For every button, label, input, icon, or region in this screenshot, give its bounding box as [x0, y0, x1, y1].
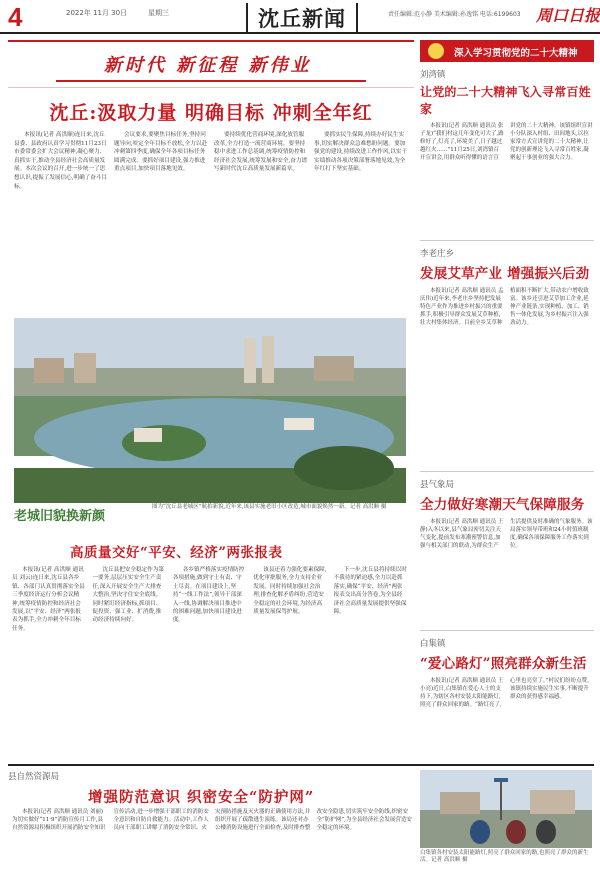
divider [420, 630, 594, 631]
photo-caption: 图为“沈丘县老城区”航拍新貌,近年来,该县实施老旧小区改造,城市面貌焕然一新。记者 高洪顺 摄 [152, 504, 387, 510]
article-body: 本报讯(记者 高洪顺 通讯员 孟庆伟)近年来,李老庄乡坚持把发展特色产业作为推进乡村振兴的重要抓手,积极引导群众发展艾草种植,壮大村集体经济。目前全乡艾草种植面积不断扩大,带动农户增收致富。该乡还引进艾草加工企业,延伸产业链条,实现种植、加工、销售一体化发展,为乡村振兴注入强劲动力。 [420, 288, 589, 327]
bottom-article [8, 764, 594, 879]
town-photo-illustration [14, 318, 406, 503]
lead-column: 会议要求,要聚焦目标任务,坚持问题导向,咬定全年目标不放松,全力以赴冲刺第四季度,确保全年各项目标任务圆满完成。要抓好项目建设,强力推进重点项目,加快项目落地见效。 [114, 132, 208, 173]
article-body: 本报讯(记者 高洪顺 通讯员 王静)入冬以来,县气象局密切关注天气变化,提前发布寒潮预警信息,加强与相关部门的联动,为群众生产生活提供及时准确的气象服务。该局落实领导带班和24小时值班制度,确保各项保障服务工作落实到位。 [420, 519, 593, 550]
issue-weekday: 星期三 [148, 9, 169, 17]
bottom-photo-caption: 白集镇各村安装太阳能路灯,照亮了群众回家的路,也照亮了群众的新生活。记者 高洪顺 摄 [420, 850, 589, 863]
article-byline: 县自然资源局 [8, 772, 60, 782]
photo-tag: 老城旧貌换新颜 [14, 509, 106, 524]
sub-body-columns [12, 566, 408, 756]
banner-underline [56, 80, 366, 82]
sub-headline: 高质量交好“平安、经济”两张报表 [70, 545, 283, 561]
theme-banner [8, 42, 414, 88]
sub-column: 本报讯(记者 高洪顺 通讯员 刘云)连日来,沈丘县各乡镇、各部门认真贯彻落实全县三季度经济运行分析会议精神,统筹疫情防控和经济社会发展,以“平安、经济”两张报表为抓手,全力冲刺全年目标任务。 [12, 567, 85, 632]
article-body: 本报讯(记者 高洪顺 通讯员 王小亮)近日,白集镇在爱心人士的支持下,为辖区各村安装太阳能路灯,照亮了群众回家的路。“路灯亮了,心里也亮堂了。”村民们纷纷点赞。该镇持续实施民生实事,不断提升群众的获得感幸福感。 [420, 678, 593, 709]
banner-slogan: 新时代 新征程 新伟业 [104, 55, 312, 76]
street-light-photo [420, 770, 592, 848]
sub-column: 沈丘县把安全稳定作为第一要务,层层压实安全生产责任,深入开展安全生产大排查大整治,坚决守住安全底线。同时紧盯经济指标,抓项目、促投资、强工业、扩消费,推动经济持续向好。 [92, 567, 164, 624]
study-banner: 深入学习贯彻党的二十大精神 [420, 40, 594, 62]
page-header [0, 0, 600, 34]
bottom-headline: 增强防范意识 织密安全“防护网” [88, 789, 315, 806]
lead-body-columns [10, 125, 412, 191]
lead-column: 本报讯(记者 高洪顺)连日来,沈丘县委、县政府认真学习贯彻11月23日市委常委会扩大会议精神,凝心聚力、真抓实干,推动全县经济社会高质量发展。本次会议的召开,进一步统一了思想认识,提振了发展信心,明确了奋斗目标。 [14, 132, 108, 190]
lead-column: 要抓实民生保障,持续办好民生实事,切实解决群众急难愁盼问题。要加强党的建设,持续改进工作作风,以实干实绩推动各项决策部署落地见效,为全年红打下坚实基础。 [314, 132, 408, 173]
editor-credits: 责任编辑:范小静 美术编辑:孙逸铭 电话:6199603 [388, 11, 521, 18]
section-title: 沈丘新闻 [246, 3, 358, 33]
sub-column: 各乡镇严格落实疫情防控各项措施,做到守土有责、守土尽责。在项目建设上,坚持“一线工作法”,领导干部深入一线,协调解决项目推进中的困难问题,加快项目建设进度。 [172, 567, 245, 624]
article-headline: 全力做好寒潮天气保障服务 [420, 497, 585, 513]
issue-date: 2022年 11月 30日 [66, 9, 128, 17]
article-headline: 发展艾草产业 增强振兴后劲 [420, 266, 590, 282]
article-body: 本报讯(记者 高洪顺 通讯员 张子龙)“我们村这几年变化可大了,路修好了,灯亮了,环境美了,日子越过越红火……”11月25日,刘湾镇召开宣讲会,用群众听得懂的语言宣讲党的二十大精神。该镇组织宣讲小分队深入村组、田间地头,以拉家常方式宣讲党的二十大精神,让党的创新理论飞入寻常百姓家,凝聚起干事创业的强大合力。 [420, 123, 593, 162]
divider [420, 471, 594, 472]
newspaper-name: 周口日报 [536, 6, 600, 25]
sub-column: 下一步,沈丘县将持续以时不我待的紧迫感,全力以赴抓落实,确保“平安、经济”两张报表交出高分答卷,为全县经济社会高质量发展提供坚强保障。 [333, 567, 407, 616]
article-headline: 让党的二十大精神飞入寻常百姓家 [420, 85, 591, 116]
right-column [420, 40, 594, 753]
aerial-town-photo [14, 318, 406, 503]
sub-column: 该县还着力强化要素保障,优化审批服务,全力支持企业发展。同时持续加强社会治理,排查化解矛盾纠纷,营造安全稳定的社会环境,为经济高质量发展保驾护航。 [253, 567, 327, 616]
article-byline: 李老庄乡 [420, 249, 455, 259]
lead-column: 要持续优化营商环境,深化放管服改革,全力打造一流营商环境。要坚持稳中求进工作总基调,统筹疫情防控和经济社会发展,统筹发展和安全,奋力谱写新时代沈丘高质量发展新篇章。 [214, 132, 308, 173]
article-byline: 白集镇 [420, 639, 446, 649]
article-headline: “爱心路灯”照亮群众新生活 [420, 656, 587, 672]
article-byline: 县气象局 [420, 480, 455, 490]
article-byline: 刘湾镇 [420, 70, 446, 80]
divider [420, 240, 594, 241]
lead-headline: 沈丘:汲取力量 明确目标 冲刺全年红 [49, 102, 373, 124]
page-number: 4 [8, 2, 23, 32]
bottom-body: 本报讯(记者 高洪顺 通讯员 刘丽)为切实做好“11·9”消防宣传月工作,县自然资源局积极组织开展消防安全知识宣传活动,进一步增强干部职工的消防安全意识和自防自救能力。活动中,工作人员向干部职工讲解了消防安全常识、火灾预防措施及灭火器的正确使用方法,并组织开展了疏散逃生演练。该局还对办公楼消防设施进行全面检查,及时排查整改安全隐患,切实筑牢安全防线,织密安全“防护网”,为全县经济社会发展营造安全稳定的环境。 [12, 809, 412, 831]
